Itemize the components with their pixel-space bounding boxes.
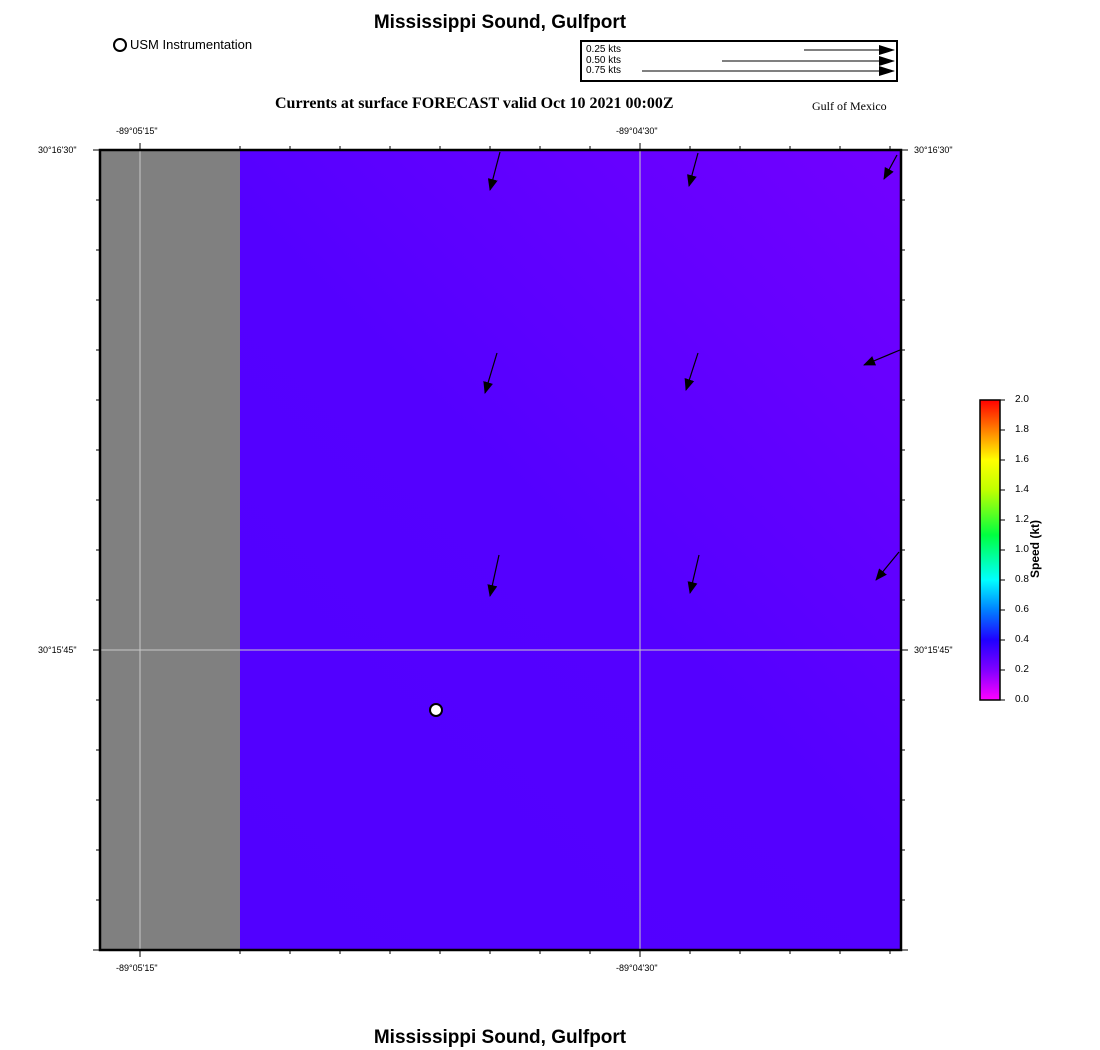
scale-label-075: 0.75 kts [586, 65, 622, 76]
colorbar-tick-label: 1.0 [1015, 544, 1029, 555]
colorbar-tick-label: 0.0 [1015, 694, 1029, 705]
colorbar-tick-label: 1.6 [1015, 454, 1029, 465]
colorbar-tick-label: 1.8 [1015, 424, 1029, 435]
x-tick-bottom-2: -89°04'30" [616, 963, 658, 973]
colorbar-tick-label: 2.0 [1015, 394, 1029, 405]
y-tick-right-2: 30°15'45" [914, 645, 953, 655]
y-tick-left-2: 30°15'45" [38, 645, 77, 655]
x-tick-bottom-1: -89°05'15" [116, 963, 158, 973]
colorbar-tick-label: 0.8 [1015, 574, 1029, 585]
y-tick-left-1: 30°16'30" [38, 145, 77, 155]
forecast-subtitle: Currents at surface FORECAST valid Oct 10 2021 00:00Z [275, 95, 674, 112]
footer-title: Mississippi Sound, Gulfport [373, 1027, 627, 1048]
land-area [100, 150, 240, 950]
x-tick-top-1: -89°05'15" [116, 126, 158, 136]
y-tick-right-1: 30°16'30" [914, 145, 953, 155]
colorbar-title: Speed (kt) [1028, 519, 1042, 578]
map-title: Mississippi Sound, Gulfport [373, 12, 627, 33]
colorbar-tick-label: 0.6 [1015, 604, 1029, 615]
colorbar-tick-label: 0.2 [1015, 664, 1029, 675]
colorbar-tick-label: 0.4 [1015, 634, 1029, 645]
scale-label-025: 0.25 kts [586, 44, 622, 55]
colorbar-tick-label: 1.4 [1015, 484, 1029, 495]
scale-label-050: 0.50 kts [586, 55, 622, 66]
colorbar-gradient [980, 400, 1000, 700]
usm-station-marker[interactable] [430, 704, 442, 716]
colorbar-tick-label: 1.2 [1015, 514, 1029, 525]
station-legend-label: USM Instrumentation [130, 37, 253, 52]
region-label: Gulf of Mexico [812, 99, 887, 113]
x-tick-top-2: -89°04'30" [616, 126, 658, 136]
